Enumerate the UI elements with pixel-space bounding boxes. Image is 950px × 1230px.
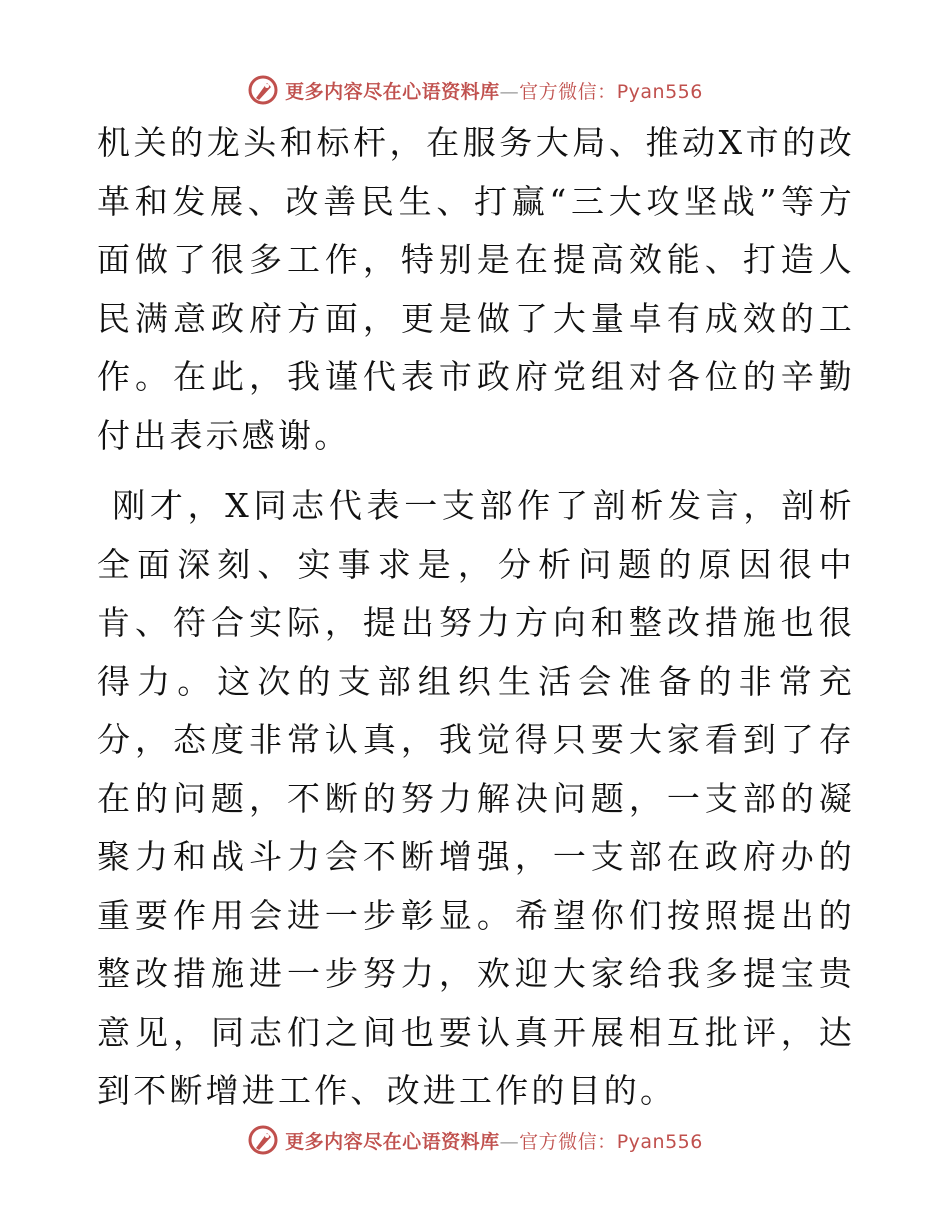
header-wechat-label: 官方微信： <box>519 80 617 103</box>
header-wechat-id: Pyan556 <box>616 80 703 103</box>
footer-wechat-id: Pyan556 <box>616 1130 703 1153</box>
footer-wechat-label: 官方微信： <box>519 1130 617 1153</box>
header-site-name: 更多内容尽在心语资料库 <box>285 80 500 103</box>
pen-nib-logo-icon <box>247 1124 279 1156</box>
document-body <box>97 114 855 1121</box>
paragraph-2: 刚才，X同志代表一支部作了剖析发言，剖析全面深刻、实事求是，分析问题的原因很中肯、符合实际，提出努力方向和整改措施也很得力。这次的支部组织生活会准备的非常充分，态度非常认真，我觉得只要大家看到了存在的问题，不断的努力解决问题，一支部的凝聚力和战斗力会不断增强，一支部在政府办的重要作用会进一步彰显。希望你们按照提出的整改措施进一步努力，欢迎大家给我多提宝贵意见，同志们之间也要认真开展相互批评，达到不断增进工作、改进工作的目的。 <box>97 486 855 1110</box>
header-dash: — <box>499 80 520 103</box>
footer-site-name: 更多内容尽在心语资料库 <box>285 1130 500 1153</box>
footer-banner-text <box>285 1127 703 1154</box>
paragraph-1: 机关的龙头和标杆，在服务大局、推动X市的改革和发展、改善民生、打赢“三大攻坚战”等方面做了很多工作，特别是在提高效能、打造人民满意政府方面，更是做了大量卓有成效的工作。在此，我谨代表市政府党组对各位的辛勤付出表示感谢。 <box>97 123 855 455</box>
footer-dash: — <box>499 1130 520 1153</box>
footer-banner-content <box>247 1124 703 1156</box>
header-banner-content <box>247 74 703 106</box>
footer-banner <box>0 1120 950 1160</box>
header-banner <box>0 70 950 110</box>
pen-nib-logo-icon <box>247 74 279 106</box>
header-banner-text <box>285 77 703 104</box>
